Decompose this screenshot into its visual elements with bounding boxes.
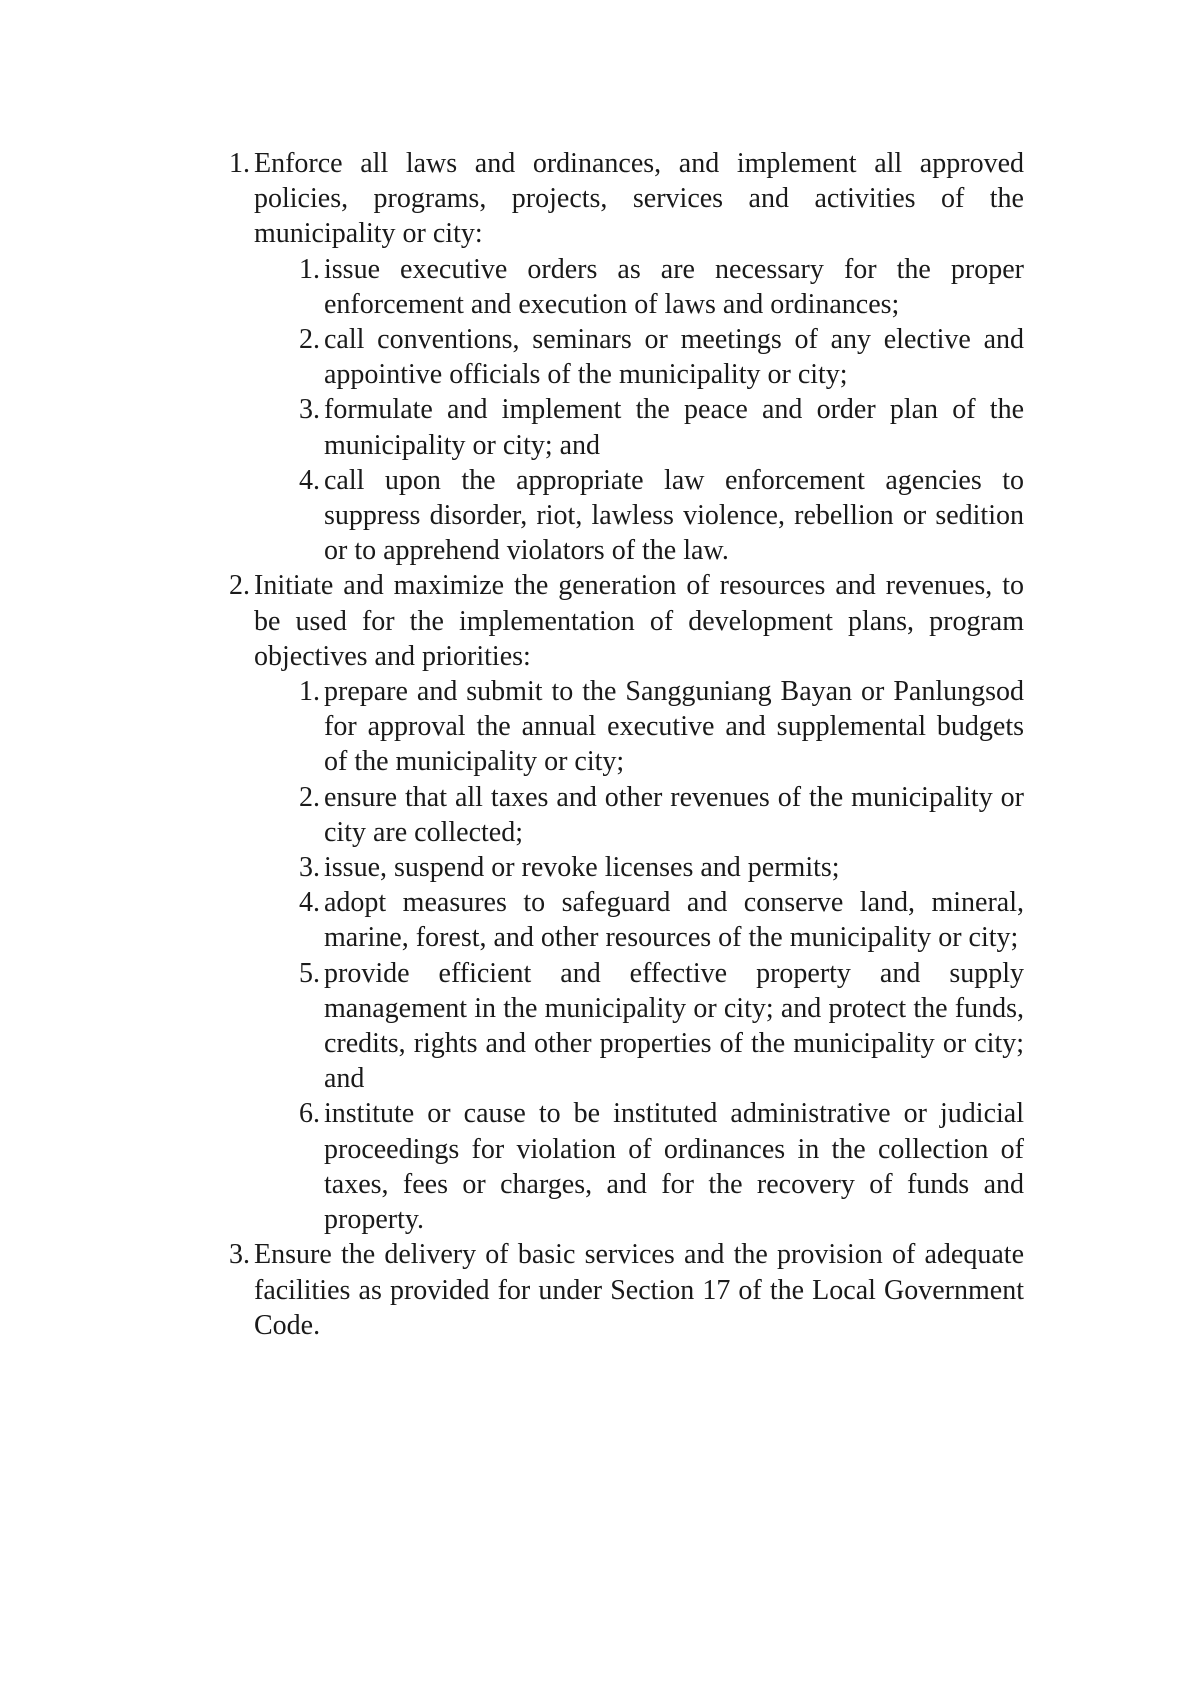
sub-list-item-text: call conventions, seminars or meetings of any elective and appointive officials of the municipality or city;: [324, 324, 1024, 391]
sub-list-item-text: provide efficient and effective property and supply management in the municipality or city; and protect the funds, credits, rights and other properties of the municipality or city; and: [324, 957, 1024, 1095]
list-item-text: Enforce all laws and ordinances, and implement all approved policies, programs, projects, services and activities of the municipality or city:: [254, 148, 1024, 250]
sub-list-item: [288, 252, 1024, 322]
sub-list-item: [288, 1096, 1024, 1237]
list-item-text: Initiate and maximize the generation of resources and revenues, to be used for the implementation of development plans, program objectives and priorities:: [254, 570, 1024, 672]
sub-list: [288, 674, 1024, 1237]
sub-list-item-number: 2.: [299, 781, 320, 813]
sub-list-item-text: ensure that all taxes and other revenues of the municipality or city are collected;: [324, 781, 1024, 848]
sub-list: [288, 252, 1024, 569]
list-item: [214, 146, 1024, 568]
sub-list-item: [288, 674, 1024, 780]
list-item-number: 3.: [229, 1239, 250, 1271]
sub-list-item-number: 3.: [299, 394, 320, 426]
list-item-text: Ensure the delivery of basic services and the provision of adequate facilities as provided for under Section 17 of the Local Government Code.: [254, 1239, 1024, 1341]
sub-list-item-number: 1.: [299, 253, 320, 285]
sub-list-item-number: 6.: [299, 1098, 320, 1130]
sub-list-item: [288, 780, 1024, 850]
sub-list-item-text: adopt measures to safeguard and conserve land, mineral, marine, forest, and other resources of the municipality or city;: [324, 887, 1024, 954]
sub-list-item-text: institute or cause to be instituted administrative or judicial proceedings for violation of ordinances in the collection of taxes, fees or charges, and for the recovery of funds and property.: [324, 1098, 1024, 1236]
list-item-number: 2.: [229, 570, 250, 602]
sub-list-item-number: 4.: [299, 464, 320, 496]
list-item: [214, 1237, 1024, 1343]
sub-list-item: [288, 885, 1024, 955]
sub-list-item-text: prepare and submit to the Sangguniang Bayan or Panlungsod for approval the annual executive and supplemental budgets of the municipality or city;: [324, 676, 1024, 778]
sub-list-item-text: issue executive orders as are necessary for the proper enforcement and execution of laws and ordinances;: [324, 253, 1024, 320]
sub-list-item-number: 1.: [299, 676, 320, 708]
sub-list-item-number: 4.: [299, 887, 320, 919]
sub-list-item-number: 3.: [299, 852, 320, 884]
sub-list-item: [288, 463, 1024, 569]
sub-list-item-number: 5.: [299, 957, 320, 989]
numbered-list: [214, 146, 1024, 1343]
sub-list-item: [288, 850, 1024, 885]
sub-list-item-text: call upon the appropriate law enforcement agencies to suppress disorder, riot, lawless violence, rebellion or sedition or to apprehend violators of the law.: [324, 464, 1024, 567]
sub-list-item: [288, 322, 1024, 392]
sub-list-item: [288, 956, 1024, 1097]
sub-list-item-number: 2.: [299, 324, 320, 356]
sub-list-item-text: issue, suspend or revoke licenses and permits;: [324, 852, 840, 884]
list-item-number: 1.: [229, 148, 250, 179]
sub-list-item-text: formulate and implement the peace and order plan of the municipality or city; and: [324, 394, 1024, 461]
list-item: [214, 568, 1024, 1237]
sub-list-item: [288, 392, 1024, 462]
